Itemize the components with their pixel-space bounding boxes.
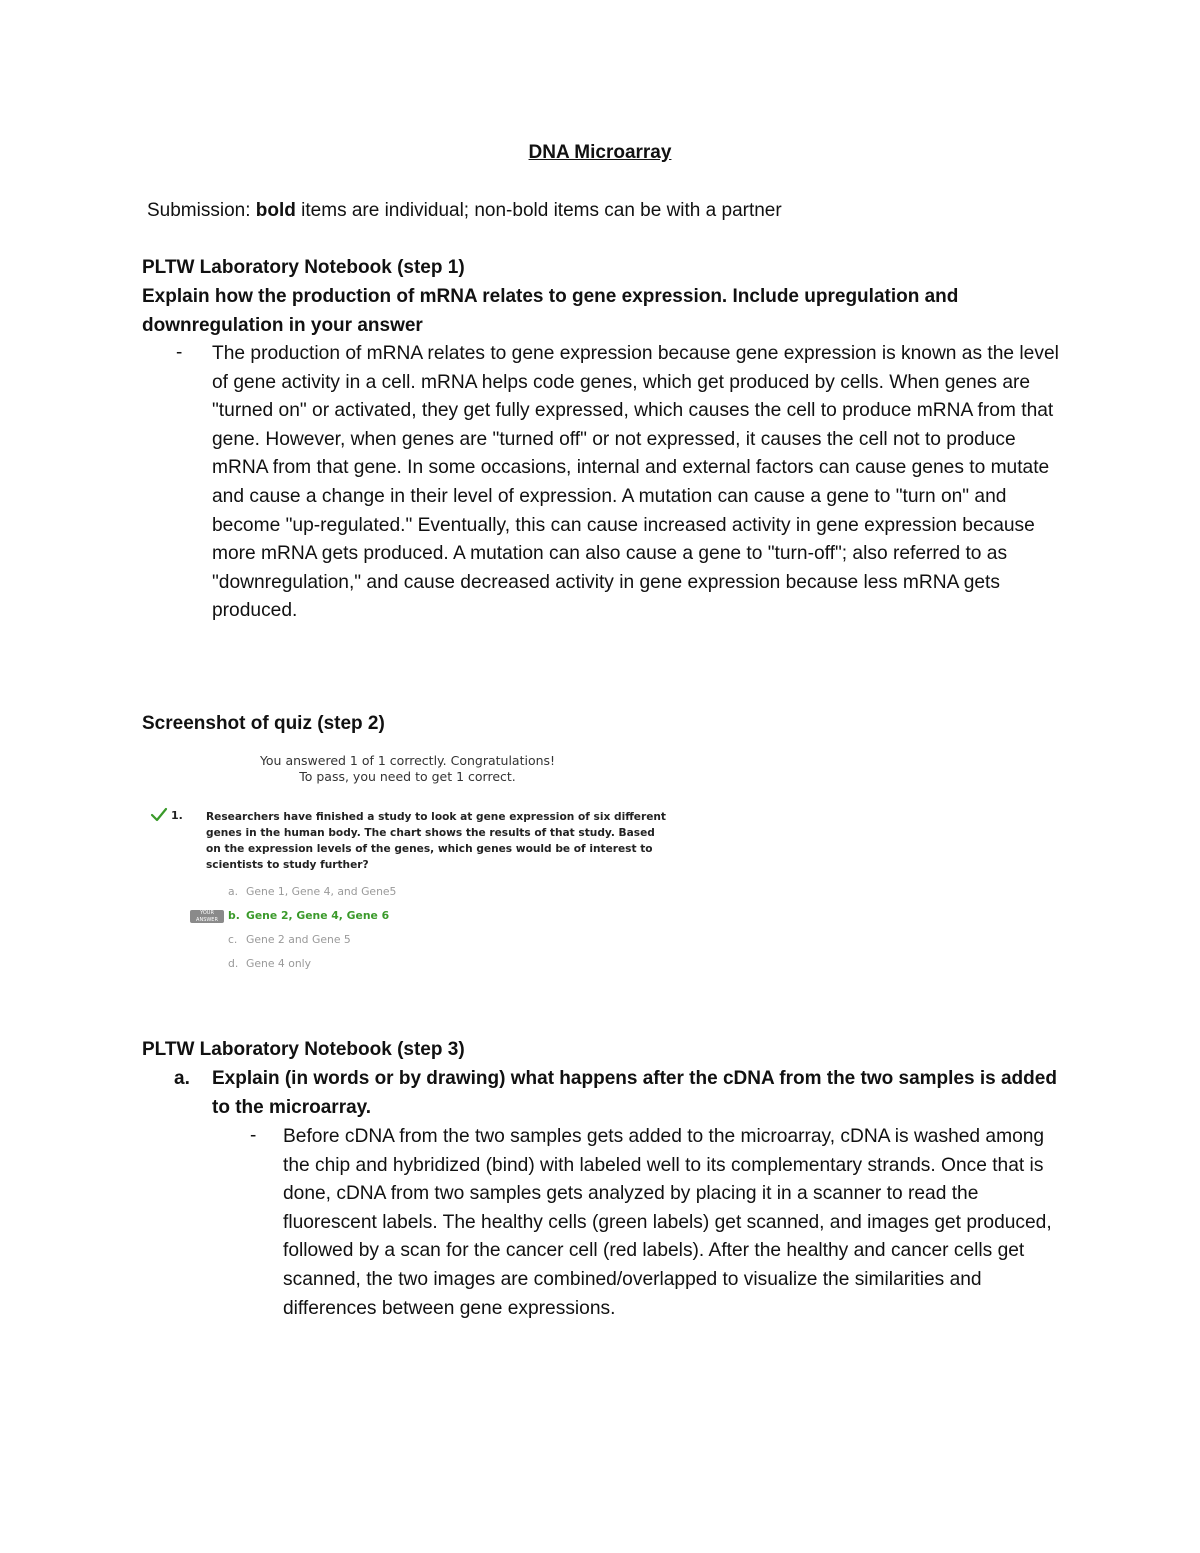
section3-answer: Before cDNA from the two samples gets added to the microarray, cDNA is washed among the chip and hybridized (bind) with labeled well to its complementary strands. Once that is done, cDNA from two samples gets analyzed by placing it in a scanner to read the fluorescent labels. The healthy cells (green labels) get scanned, and images get produced, followed by a scan for the cancer cell (red labels). After the healthy and cancer cells get scanned, the two images are combined/overlapped to visualize the similarities and differences between gene expressions. <box>283 1126 1052 1319</box>
section3-item-letter: a. <box>174 1068 190 1089</box>
quiz-summary <box>140 753 675 785</box>
submission-prefix: Submission: <box>147 200 256 221</box>
section1-bullet: - <box>176 342 183 363</box>
quiz-option-text: Gene 4 only <box>246 957 312 970</box>
quiz-option-letter: d. <box>228 957 239 970</box>
quiz-summary-line2: To pass, you need to get 1 correct. <box>299 769 516 784</box>
quiz-summary-line1: You answered 1 of 1 correctly. Congratulations! <box>259 753 556 768</box>
document-title: DNA Microarray <box>528 142 672 163</box>
submission-bold-word: bold <box>255 200 296 221</box>
submission-suffix: items are individual; non-bold items can be with a partner <box>295 200 782 221</box>
submission-note <box>147 200 782 222</box>
section2-heading: Screenshot of quiz (step 2) <box>142 713 385 734</box>
section1-heading: PLTW Laboratory Notebook (step 1) <box>142 257 465 278</box>
quiz-option-text: Gene 2 and Gene 5 <box>246 933 351 946</box>
section1-answer: The production of mRNA relates to gene expression because gene expression is known as the level of gene activity in a cell. mRNA helps code genes, which get produced by cells. When genes are "turned on" or activated, they get fully expressed, which causes the cell to produce mRNA from that gene. However, when genes are "turned off" or not expressed, it causes the cell not to produce mRNA from that gene. In some occasions, internal and external factors can cause genes to mutate and cause a change in their level of expression. A mutation can cause a gene to "turn on" and become "up-regulated." Eventually, this can cause increased activity in gene expression because more mRNA gets produced. A mutation can also cause a gene to "turn-off"; also referred to as "downregulation," and cause decreased activity in gene expression because less mRNA gets produced. <box>212 343 1059 622</box>
section1-prompt: Explain how the production of mRNA relates to gene expression. Include upregulation and downregulation in your answer <box>142 286 959 336</box>
quiz-option-text: Gene 2, Gene 4, Gene 6 <box>246 909 390 922</box>
section3-bullet: - <box>250 1125 257 1146</box>
section3-prompt: Explain (in words or by drawing) what happens after the cDNA from the two samples is added to the microarray. <box>212 1068 1057 1118</box>
quiz-option-letter: b. <box>228 909 240 922</box>
quiz-option-letter: a. <box>228 885 239 898</box>
quiz-option-text: Gene 1, Gene 4, and Gene5 <box>246 885 397 898</box>
quiz-question-text: Researchers have finished a study to look at gene expression of six different genes in the human body. The chart shows the results of that study. Based on the expression levels of the genes, which genes would be of interest to scientists to study further? <box>206 811 666 871</box>
section3-heading: PLTW Laboratory Notebook (step 3) <box>142 1039 465 1060</box>
quiz-option-letter: c. <box>228 933 238 946</box>
quiz-option-c <box>228 933 351 946</box>
checkmark-icon <box>150 807 168 823</box>
your-answer-badge: YOUR ANSWER <box>190 910 224 923</box>
quiz-option-b <box>228 909 389 922</box>
quiz-option-d <box>228 957 311 970</box>
quiz-question-number: 1. <box>171 809 183 822</box>
quiz-option-a <box>228 885 396 898</box>
quiz-screenshot <box>140 745 666 985</box>
